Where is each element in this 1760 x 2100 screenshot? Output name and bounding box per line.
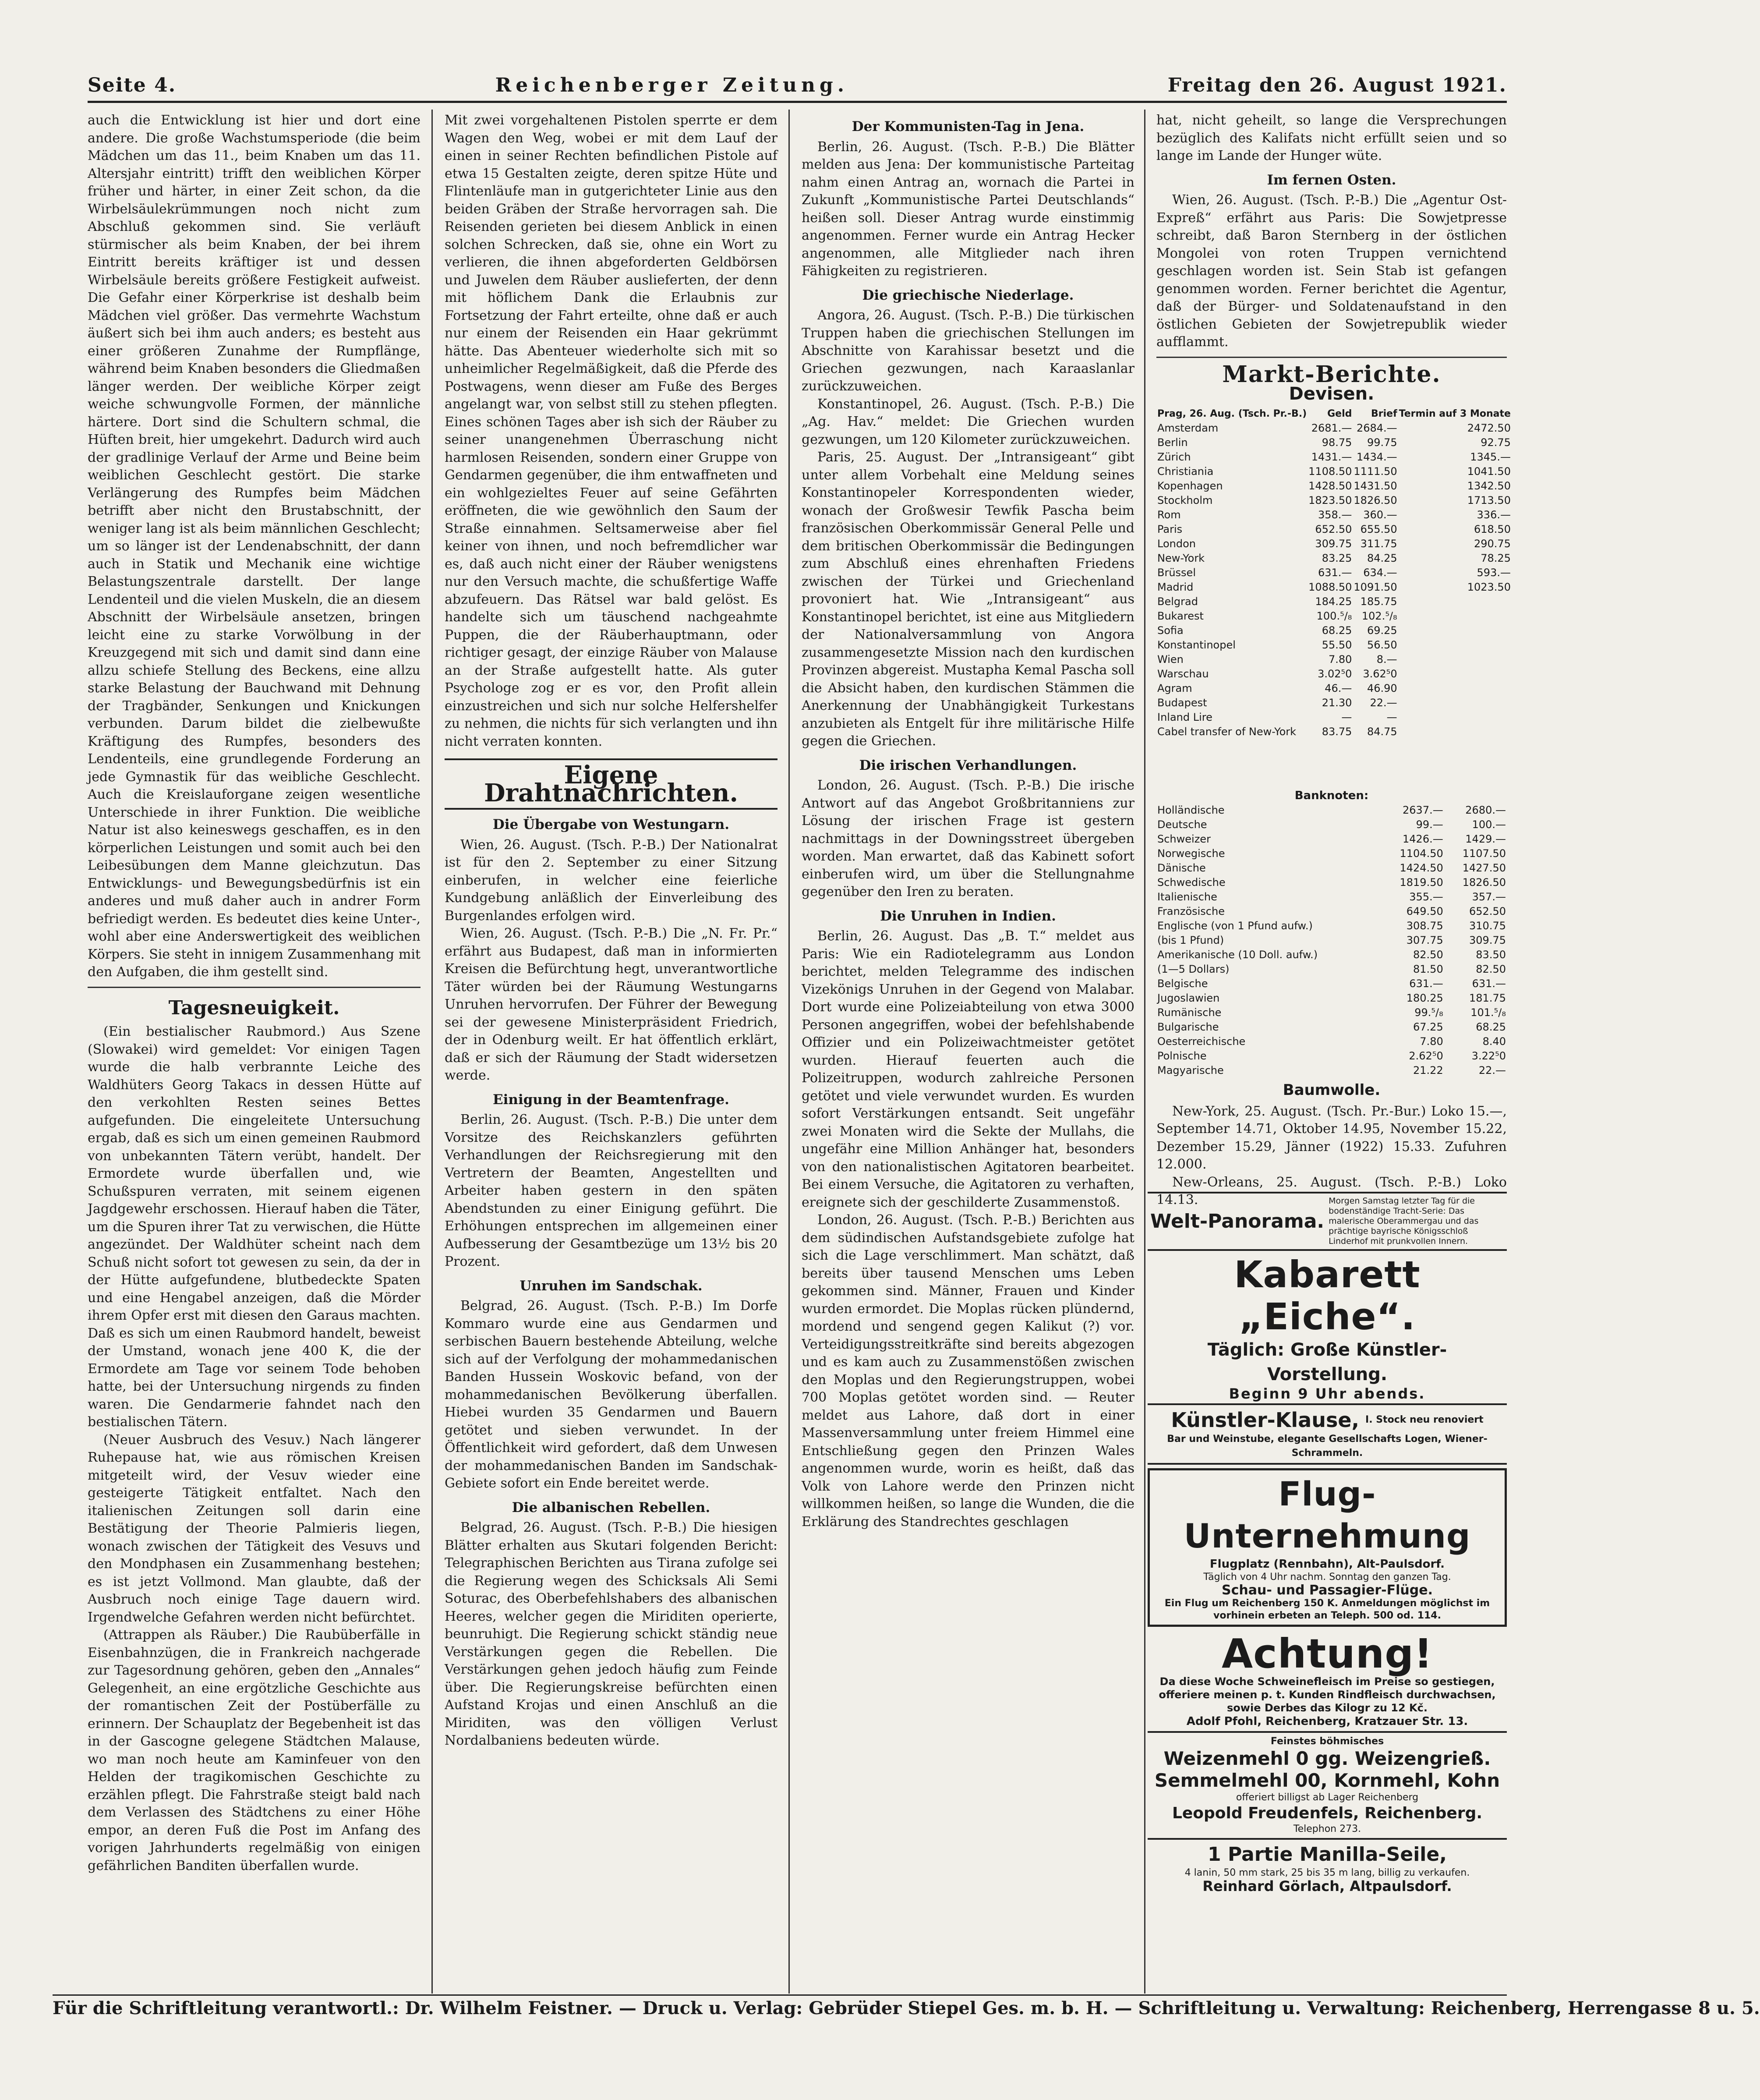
- footer-rule: [53, 1994, 1507, 1996]
- exchange-rate-row: [1156, 493, 1512, 508]
- news-item: Wien, 26. August. (Tsch. P.-B.) Der Nationalrat ist für den 2. September zu einer Sitzung einberufen, in welcher eine feierliche Kundgebung anläßlich der Einverleibung des Burgenlandes erfolgen wird.: [445, 837, 778, 924]
- ad-achtung: [1148, 1630, 1507, 1733]
- rate-value: 1091.50: [1354, 581, 1397, 593]
- rate-value: [1398, 638, 1512, 652]
- currency-name: Agram: [1157, 682, 1192, 694]
- rate-value: 1342.50: [1467, 479, 1511, 492]
- ad-product: Weizenmehl 0 gg. Weizengrieß.: [1163, 1748, 1491, 1769]
- ad-text: Morgen Samstag letzter Tag für die bodenständige Tracht-Serie: Das malerische Oberammergau und das prächtige bayrische Königsschloß Linderhof mit prunkvollen Innern.: [1329, 1196, 1479, 1246]
- banknote-value: 649.50: [1406, 905, 1443, 917]
- section-title-tagesneuigkeit: Tagesneuigkeit.: [168, 996, 340, 1019]
- currency-name: Cabel transfer of New-York: [1157, 725, 1297, 738]
- ad-product: Semmelmehl 00, Kornmehl, Kohn: [1154, 1770, 1500, 1791]
- currency-name: New-York: [1157, 552, 1205, 564]
- banknote-name: Polnische: [1157, 1050, 1207, 1062]
- rate-value: 2472.50: [1467, 421, 1511, 434]
- banknote-value: 631.—: [1409, 977, 1443, 990]
- rate-value: 69.25: [1367, 624, 1397, 637]
- exchange-rate-row: [1156, 522, 1512, 537]
- ad-kabarett-eiche: [1148, 1251, 1507, 1405]
- banknote-value: 99.⁵/₈: [1414, 1006, 1443, 1019]
- ad-side: I. Stock neu renoviert: [1365, 1414, 1484, 1425]
- column-divider: [788, 110, 790, 1994]
- exchange-rate-table: [1156, 407, 1512, 739]
- banknoten-title: Banknoten:: [1294, 789, 1369, 802]
- currency-name: Warschau: [1157, 667, 1209, 680]
- currency-name: Paris: [1157, 523, 1183, 535]
- rate-value: 84.25: [1367, 552, 1397, 564]
- banknote-row: [1156, 818, 1507, 832]
- banknote-value: 83.50: [1476, 949, 1506, 961]
- fx-header-geld: Geld: [1327, 408, 1352, 419]
- banknote-value: 82.50: [1476, 963, 1506, 975]
- cotton-title: Baumwolle.: [1283, 1081, 1381, 1099]
- column-3: [802, 112, 1134, 1987]
- rate-value: 46.—: [1325, 682, 1352, 694]
- ad-text: Feinstes böhmisches: [1270, 1736, 1384, 1747]
- banknote-row: [1156, 861, 1507, 875]
- currency-name: Madrid: [1157, 581, 1194, 593]
- exchange-rate-row: [1156, 479, 1512, 493]
- banknote-name: Dänische: [1157, 862, 1206, 874]
- currency-name: Christiania: [1157, 465, 1214, 478]
- rate-value: [1398, 652, 1512, 667]
- ad-title: Kabarett „Eiche“.: [1234, 1253, 1421, 1338]
- rate-value: 83.25: [1322, 552, 1352, 564]
- exchange-rate-row: [1156, 464, 1512, 479]
- exchange-rate-row: [1156, 667, 1512, 681]
- rate-value: 634.—: [1363, 566, 1397, 579]
- exchange-rate-row: [1156, 681, 1512, 696]
- news-item: London, 26. August. (Tsch. P.-B.) Die irische Antwort auf das Angebot Großbritanniens zur Lösung der irischen Frage ist gestern nachmittags in der Downingsstreet übergeben worden. Man erwartet, daß das Kabinett sofort einberufen wird, um über die Stellungnahme gegenüber den Iren zu beraten.: [802, 778, 1134, 899]
- fx-header-brief: Brief: [1371, 408, 1397, 419]
- rate-value: 102.⁵/₈: [1361, 609, 1397, 622]
- rate-value: 360.—: [1363, 508, 1397, 521]
- exchange-rate-row: [1156, 725, 1512, 739]
- news-headline: Die Unruhen in Indien.: [880, 908, 1056, 924]
- banknote-row: [1156, 832, 1507, 846]
- banknote-value: 67.25: [1413, 1021, 1443, 1033]
- ad-note: offeriert billigst ab Lager Reichenberg: [1236, 1792, 1419, 1803]
- banknote-value: 2680.—: [1465, 804, 1506, 816]
- news-item: Berlin, 26. August. (Tsch. P.-B.) Die Blätter melden aus Jena: Der kommunistische Parteitag nahm einen Antrag an, wornach die Partei in Zukunft „Kommunistische Partei Deutschlands“ heißen soll. Dieser Antrag wurde einstimmig angenommen. Ferner wurde ein Antrag Hecker angenommen, alle Mitglieder nach ihren Fähigkeiten zu registrieren.: [802, 139, 1134, 279]
- rate-value: 309.75: [1315, 537, 1352, 550]
- ad-company: Leopold Freudenfels, Reichenberg.: [1172, 1804, 1483, 1822]
- column-1: [88, 112, 421, 1987]
- exchange-rate-row: [1156, 450, 1512, 464]
- rate-value: 83.75: [1322, 725, 1352, 738]
- rate-value: [1398, 710, 1512, 725]
- news-item: Berlin, 26. August. Das „B. T.“ meldet aus Paris: Wie ein Radiotelegramm aus London berichtet, melden Telegramme des indischen Vizekönigs Unruhen in der Gegend von Malabar. Dort wurde eine Polizeiabteilung von etwa 3000 Personen angegriffen, wobei der befehlshabende Offizier und ein Polizeiwachtmeister getötet wurden. Hierauf feuerten auch die Polizeitruppen, wodurch zahlreiche Personen getötet und viele verwundet wurden. Es wurden sofort Verstärkungen entsandt. Seit ungefähr zwei Monaten wird die Sekte der Mullahs, die ungefähr eine Million Anhänger hat, besonders von den nationalistischen Agitatoren bearbeitet. Bei einem Versuche, die Agitatoren zu verhaften, ereignete sich der geschilderte Zusammenstoß.: [802, 928, 1134, 1210]
- banknote-row: [1156, 904, 1507, 919]
- ad-title: Achtung!: [1221, 1630, 1433, 1677]
- ad-company: Reinhard Görlach, Altpaulsdorf.: [1202, 1878, 1452, 1895]
- banknote-name: Italienische: [1157, 891, 1217, 903]
- exchange-rate-row: [1156, 710, 1512, 725]
- ad-welt-panorama: [1148, 1192, 1507, 1251]
- news-item: (Ein bestialischer Raubmord.) Aus Szene (Slowakei) wird gemeldet: Vor einigen Tagen wurde die halb verbrannte Leiche des Waldhüters Georg Takacs in dessen Hütte auf den verkohlten Resten seines Bettes aufgefunden. Die eingeleitete Untersuchung ergab, daß es sich um einen gemeinen Raubmord von unbekannten Tätern verübt, handelt. Der Ermordete wurde überfallen und, wie Schußspuren verraten, mit seinem eigenen Jagdgewehr erschossen. Hierauf haben die Täter, um die Spuren ihrer Tat zu verwischen, die Hütte angezündet. Der Waldhüter scheint nach dem Schuß nicht sofort tot gewesen zu sein, da der in der Hütte aufgefundene, blutbedeckte Spaten und eine Hengabel anzeigen, daß die Mörder ihrem Opfer erst mit diesen den Garaus machten. Daß es sich um einen Raubmord handelt, beweist der Umstand, wonach jene 400 K, die der Ermordete am Tage vor seinem Tode behoben hatte, bei der Untersuchung nirgends zu finden waren. Die Gendarmerie fahndet nach den bestialischen Tätern.: [88, 1024, 421, 1430]
- banknote-value: 181.75: [1469, 992, 1506, 1004]
- currency-name: Bukarest: [1157, 609, 1204, 622]
- banknote-row: [1156, 1020, 1507, 1034]
- news-headline: Der Kommunisten-Tag in Jena.: [852, 119, 1085, 135]
- banknote-name: (bis 1 Pfund): [1157, 934, 1224, 946]
- rate-value: 358.—: [1318, 508, 1352, 521]
- rate-value: 2684.—: [1356, 421, 1397, 434]
- news-item: Paris, 25. August. Der „Intransigeant“ gibt unter allem Vorbehalt eine Meldung seines Konstantinopeler Korrespondenten wieder, wonach der Großwesir Tewfik Pascha beim französischen Oberkommissär General Pelle und dem britischen Oberkommissär die Bedingungen zum Abschluß eines ehrenhaften Friedens zwischen der Türkei und Griechenland provoniert hat. Wie „Intransigeant“ aus Konstantinopel berichtet, ist eine aus Mitgliedern der Nationalversammlung von Angora zusammengesetzte Mission nach den kurdischen Provinzen abgereist. Mustapha Kemal Pascha soll die Absicht haben, den kurdischen Stämmen die Anerkennung der Unabhängigkeit Turkestans anzubieten als Entgelt für ihre militärische Hilfe gegen die Griechen.: [802, 450, 1134, 749]
- banknote-name: Holländische: [1157, 804, 1225, 816]
- rate-value: 1431.50: [1354, 479, 1397, 492]
- banknote-row: [1156, 846, 1507, 861]
- rate-value: 78.25: [1481, 552, 1511, 564]
- rate-value: [1398, 696, 1512, 710]
- rate-value: 1111.50: [1354, 465, 1397, 478]
- news-item: Berlin, 26. August. (Tsch. P.-B.) Die unter dem Vorsitze des Reichskanzlers geführten Verhandlungen der Reichsregierung mit den Vertretern der Beamten, Angestellten und Arbeiter haben gestern in den späten Abendstunden zu einer Einigung geführt. Die Erhöhungen entsprechen im allgemeinen einer Aufbesserung der Gesamtbezüge um 13½ bis 20 Prozent.: [445, 1112, 778, 1269]
- banknote-value: 2637.—: [1403, 804, 1443, 816]
- exchange-rate-row: [1156, 623, 1512, 638]
- exchange-rate-row: [1156, 551, 1512, 566]
- devisen-title: Devisen.: [1289, 384, 1375, 404]
- news-headline: Die griechische Niederlage.: [862, 287, 1074, 303]
- rate-value: 92.75: [1481, 436, 1511, 449]
- fx-header-place: Prag, 26. Aug. (Tsch. Pr.-B.): [1157, 408, 1307, 419]
- exchange-rate-row: [1156, 436, 1512, 450]
- news-headline: Die Übergabe von Westungarn.: [492, 817, 730, 832]
- banknote-name: Norwegische: [1157, 847, 1225, 860]
- banknote-name: Rumänische: [1157, 1006, 1222, 1019]
- fx-header-termin: Termin auf 3 Monate: [1399, 408, 1511, 419]
- news-item: Belgrad, 26. August. (Tsch. P.-B.) Die hiesigen Blätter erhalten aus Skutari folgenden Bericht: Telegraphischen Berichten aus Tirana zufolge sei die Regierung wegen des Schicksals Ali Semi Soturac, des Oberbefehlshabers des albanischen Heeres, welcher gegen die Miriditen operierte, beunruhigt. Die Regierung schickt ständig neue Verstärkungen gegen die Rebellen. Die Verstärkungen gehen jedoch häufig zum Feinde über. Die Regierungskreise befürchten einen Aufstand Krojas und einen Anschluß an die Miriditen, was den völligen Verlust Nordalbaniens bedeuten würde.: [445, 1520, 778, 1748]
- article-text: hat, nicht geheilt, so lange die Versprechungen bezüglich des Kalifats nicht erfüllt seien und so lange im Lande der Hunger wüte.: [1156, 113, 1507, 163]
- exchange-rate-row: [1156, 421, 1512, 436]
- rate-value: 655.50: [1360, 523, 1397, 535]
- banknote-name: (1—5 Dollars): [1157, 963, 1230, 975]
- rate-value: 1434.—: [1356, 450, 1397, 463]
- rate-value: [1398, 595, 1512, 609]
- exchange-table-header: [1156, 407, 1512, 421]
- ad-text: 4 lanin, 50 mm stark, 25 bis 35 m lang, billig zu verkaufen.: [1184, 1867, 1470, 1878]
- rate-value: 1041.50: [1467, 465, 1511, 478]
- currency-name: Kopenhagen: [1157, 479, 1223, 492]
- banknote-value: 1826.50: [1462, 876, 1506, 889]
- ad-mehl: [1148, 1733, 1507, 1840]
- rate-value: 3.62⁵0: [1363, 667, 1397, 680]
- rate-value: 336.—: [1477, 508, 1511, 521]
- rate-value: [1398, 667, 1512, 681]
- ad-note: Ein Flug um Reichenberg 150 K. Anmeldungen möglichst im vorhinein erbeten an Teleph. 500 od. 114.: [1164, 1598, 1490, 1621]
- rate-value: —: [1386, 711, 1397, 723]
- banknote-value: 68.25: [1476, 1021, 1506, 1033]
- banknote-value: 21.22: [1413, 1064, 1443, 1077]
- banknote-value: 2.62⁵0: [1409, 1050, 1443, 1062]
- rate-value: 8.—: [1376, 653, 1397, 666]
- banknote-row: [1156, 1063, 1507, 1078]
- banknote-value: 81.50: [1413, 963, 1443, 975]
- exchange-rate-row: [1156, 696, 1512, 710]
- banknote-value: 308.75: [1406, 920, 1443, 932]
- news-item: Wien, 26. August. (Tsch. P.-B.) Die „Agentur Ost-Expreß“ erfährt aus Paris: Die Sowjetpresse schreibt, daß Baron Sternberg in der östlichen Mongolei von roten Truppen vernichtend geschlagen worden ist. Sein Stab ist gefangen genommen worden. Ferner berichtet die Agentur, daß der Bürger- und Soldatenaufstand in den östlichen Gebieten der Sowjetrepublik wieder aufflammt.: [1156, 192, 1507, 350]
- banknote-table: [1156, 789, 1507, 1078]
- masthead-rule: [88, 101, 1507, 103]
- rate-value: 618.50: [1474, 523, 1511, 535]
- rate-value: 184.25: [1315, 595, 1352, 608]
- section-rule: [1156, 357, 1507, 358]
- ad-text: Bar und Weinstube, elegante Gesellschafts Logen, Wiener-Schrammeln.: [1167, 1434, 1488, 1459]
- news-item: Angora, 26. August. (Tsch. P.-B.) Die türkischen Truppen haben die griechischen Stellungen im Abschnitte von Karahissar besetzt und die Griechen gezwungen, nach Karaaslanlar zurückzuweichen.: [802, 308, 1134, 394]
- ad-text: Da diese Woche Schweinefleisch im Preise so gestiegen, offeriere meinen p. t. Kunden Rindfleisch durchwachsen, sowie Derbes das Kilogr zu 12 Kč.: [1159, 1675, 1496, 1714]
- rate-value: 631.—: [1318, 566, 1352, 579]
- news-headline: Die albanischen Rebellen.: [512, 1499, 710, 1516]
- ad-subtitle: Schau- und Passagier-Flüge.: [1222, 1583, 1433, 1598]
- rate-value: 2681.—: [1311, 421, 1352, 434]
- news-item: Wien, 26. August. (Tsch. P.-B.) Die „N. Fr. Pr.“ erfährt aus Budapest, daß man in informierten Kreisen die Befürchtung hegt, unverantwortliche Täter würden bei der Räumung Westungarns Unruhen hervorrufen. Der Führer der Bewegung sei der gewesene Ministerpräsident Friedrich, der in Odenburg weilt. Er hat öffentlich erklärt, daß er sich der Räumung der Stadt widersetzen werde.: [445, 926, 778, 1083]
- banknote-value: 180.25: [1406, 992, 1443, 1004]
- ad-flug-unternehmung: [1148, 1468, 1507, 1627]
- ad-phone: Telephon 273.: [1293, 1824, 1361, 1834]
- rate-value: 84.75: [1367, 725, 1397, 738]
- rate-value: 7.80: [1328, 653, 1352, 666]
- banknote-name: Magyarische: [1157, 1064, 1224, 1077]
- ad-title: Künstler-Klause,: [1171, 1408, 1360, 1432]
- currency-name: London: [1157, 537, 1196, 550]
- exchange-rate-row: [1156, 537, 1512, 551]
- rate-value: 652.50: [1315, 523, 1352, 535]
- currency-name: Budapest: [1157, 696, 1207, 709]
- currency-name: Sofia: [1157, 624, 1184, 637]
- news-headline: Unruhen im Sandschak.: [520, 1278, 703, 1294]
- newspaper-title: Reichenberger Zeitung.: [495, 74, 849, 96]
- currency-name: Berlin: [1157, 436, 1188, 449]
- exchange-rate-row: [1156, 508, 1512, 522]
- banknote-name: Jugoslawien: [1157, 992, 1220, 1004]
- banknote-value: 22.—: [1478, 1064, 1506, 1077]
- rate-value: —: [1341, 711, 1352, 723]
- ad-title: Welt-Panorama.: [1150, 1210, 1325, 1232]
- issue-date: Freitag den 26. August 1921.: [1167, 74, 1507, 96]
- masthead: [88, 66, 1507, 96]
- column-4-lower: [1156, 789, 1507, 1208]
- rate-value: 290.75: [1474, 537, 1511, 550]
- exchange-rate-row: [1156, 566, 1512, 580]
- rate-value: 56.50: [1367, 638, 1397, 651]
- currency-name: Rom: [1157, 508, 1181, 521]
- exchange-rate-row: [1156, 609, 1512, 623]
- banknote-name: Schwedische: [1157, 876, 1226, 889]
- banknote-row: [1156, 803, 1507, 818]
- rate-value: 311.75: [1360, 537, 1397, 550]
- banknote-row: [1156, 1034, 1507, 1049]
- banknote-row: [1156, 933, 1507, 948]
- currency-name: Brüssel: [1157, 566, 1196, 579]
- banknote-value: 357.—: [1472, 891, 1506, 903]
- banknote-name: Oesterreichische: [1157, 1035, 1246, 1048]
- rate-value: 1088.50: [1308, 581, 1352, 593]
- banknote-row: [1156, 919, 1507, 933]
- banknote-value: 100.—: [1472, 818, 1506, 831]
- news-item: (Neuer Ausbruch des Vesuv.) Nach längerer Ruhepause hat, wie aus römischen Kreisen mitgeteilt wird, der Vesuv wieder eine gesteigerte Tätigkeit entfaltet. Nach den italienischen Zeitungen soll darin eine Bestätigung der Theorie Palmieris liegen, wonach zwischen der Tätigkeit des Vesuvs und den Mondphasen ein Zusammenhang bestehen; es ist jetzt Vollmond. Man glaubte, daß der Ausbruch noch einige Tage dauern wird. Irgendwelche Gefahren werden nicht befürchtet.: [88, 1432, 421, 1625]
- banknote-row: [1156, 948, 1507, 962]
- banknote-name: Bulgarische: [1157, 1021, 1219, 1033]
- rate-value: 1108.50: [1308, 465, 1352, 478]
- banknote-row: [1156, 1006, 1507, 1020]
- banknote-name: Deutsche: [1157, 818, 1207, 831]
- banknote-name: Belgische: [1157, 977, 1208, 990]
- banknote-value: 1427.50: [1462, 862, 1506, 874]
- cotton-report: New-Orleans, 25. August. (Tsch. P.-B.) Loko 14.13.: [1156, 1174, 1507, 1208]
- rate-value: [1398, 609, 1512, 623]
- banknote-row: [1156, 991, 1507, 1006]
- ad-manilla-seile: [1148, 1840, 1507, 1896]
- currency-name: Stockholm: [1157, 494, 1213, 506]
- rate-value: 1823.50: [1308, 494, 1352, 506]
- banknote-value: 1424.50: [1400, 862, 1443, 874]
- banknote-value: 3.22⁵0: [1471, 1050, 1506, 1062]
- ad-place: Flugplatz (Rennbahn), Alt-Paulsdorf.: [1209, 1558, 1445, 1571]
- currency-name: Amsterdam: [1157, 421, 1219, 434]
- banknote-row: [1156, 962, 1507, 977]
- column-2: [445, 112, 778, 1987]
- banknote-value: 1429.—: [1465, 833, 1506, 845]
- currency-name: Belgrad: [1157, 595, 1198, 608]
- rate-value: 185.75: [1360, 595, 1397, 608]
- ad-time: Beginn 9 Uhr abends.: [1229, 1385, 1426, 1402]
- rate-value: 1023.50: [1467, 581, 1511, 593]
- ad-times: Täglich von 4 Uhr nachm. Sonntag den ganzen Tag.: [1203, 1572, 1451, 1583]
- banknote-value: 310.75: [1469, 920, 1506, 932]
- news-headline: Im fernen Osten.: [1267, 172, 1396, 188]
- exchange-rate-row: [1156, 638, 1512, 652]
- section-title-drahtnachrichten: Eigene Drahtnachrichten.: [445, 758, 778, 810]
- banknote-value: 1426.—: [1403, 833, 1443, 845]
- rate-value: 22.—: [1370, 696, 1397, 709]
- banknote-value: 1107.50: [1462, 847, 1506, 860]
- rate-value: 99.75: [1367, 436, 1397, 449]
- banknote-name: Amerikanische (10 Doll. aufw.): [1157, 949, 1318, 961]
- rate-value: 1431.—: [1311, 450, 1352, 463]
- banknote-row: [1156, 875, 1507, 890]
- banknote-value: 99.—: [1416, 818, 1443, 831]
- banknote-value: 7.80: [1420, 1035, 1443, 1048]
- banknote-value: 8.40: [1482, 1035, 1506, 1048]
- rate-value: 100.⁵/₈: [1316, 609, 1352, 622]
- news-item: Konstantinopel, 26. August. (Tsch. P.-B.) Die „Ag. Hav.“ meldet: Die Griechen wurden gezwungen, um 120 Kilometer zurückzuweichen.: [802, 396, 1134, 447]
- banknote-value: 309.75: [1469, 934, 1506, 946]
- exchange-rate-row: [1156, 652, 1512, 667]
- imprint-footer: Für die Schriftleitung verantwortl.: Dr. Wilhelm Feistner. — Druck u. Verlag: Gebrüder Stiepel Ges. m. b. H. — Schriftleitung u. Verwaltung: Reichenberg, Herrengasse 8 u. 5.: [53, 1998, 1760, 2019]
- rate-value: [1398, 623, 1512, 638]
- banknote-value: 652.50: [1469, 905, 1506, 917]
- banknote-value: 631.—: [1472, 977, 1506, 990]
- ad-kuenstler-klause: [1148, 1405, 1507, 1465]
- currency-name: Inland Lire: [1157, 711, 1212, 723]
- rate-value: 21.30: [1322, 696, 1352, 709]
- ad-address: Adolf Pfohl, Reichenberg, Kratzauer Str. 13.: [1186, 1715, 1468, 1728]
- banknote-name: Schweizer: [1157, 833, 1211, 845]
- exchange-rate-row: [1156, 595, 1512, 609]
- rate-value: 98.75: [1322, 436, 1352, 449]
- banknote-value: 355.—: [1409, 891, 1443, 903]
- banknote-row: [1156, 1049, 1507, 1063]
- banknote-name: Englische (von 1 Pfund aufw.): [1157, 920, 1313, 932]
- cotton-report: New-York, 25. August. (Tsch. Pr.-Bur.) Loko 15.—, September 14.71, Oktober 14.95, November 15.22, Dezember 15.29, Jänner (1922) 15.33. Zufuhren 12.000.: [1156, 1103, 1507, 1172]
- news-item: London, 26. August. (Tsch. P.-B.) Berichten aus dem südindischen Aufstandsgebiete zufolge hat sich die Lage verschlimmert. Man schätzt, daß bereits über tausend Menschen ums Leben gekommen sind. Männer, Frauen und Kinder wurden ermordet. Die Moplas rücken plündernd, mordend und sengend gegen Kalikut (?) vor. Verteidigungsstreitkräfte sind bereits abgezogen und es kam auch zu Zusammenstößen zwischen den Moplas und den Regierungstruppen, wobei 700 Moplas getötet worden sind. — Reuter meldet aus Lahore, daß dort in einer Massenversammlung unter freiem Himmel eine Entschließung gegen den Prinzen Wales angenommen wurde, worin es heißt, daß das Volk von Lahore werde den Prinzen nicht willkommen heißen, so lange die Wunden, die die Erklärung des Standrechtes geschlagen: [802, 1212, 1134, 1530]
- exchange-rate-row: [1156, 580, 1512, 595]
- banknote-value: 82.50: [1413, 949, 1443, 961]
- rate-value: 1826.50: [1354, 494, 1397, 506]
- ad-subtitle: Täglich: Große Künstler-Vorstellung.: [1207, 1340, 1447, 1385]
- banknote-value: 1819.50: [1400, 876, 1443, 889]
- ad-title: Flug-Unternehmung: [1184, 1474, 1471, 1555]
- rate-value: 1713.50: [1467, 494, 1511, 506]
- news-item: Belgrad, 26. August. (Tsch. P.-B.) Im Dorfe Kommaro wurde eine aus Gendarmen und serbischen Bauern bestehende Abteilung, welche sich auf der Verfolgung der mohammedanischen Banden Hussein Woskovic befand, von der mohammedanischen Bevölkerung überfallen. Hiebei wurden 35 Gendarmen und Bauern getötet und sieben verwundet. In der Öffentlichkeit wird gefordert, daß dem Unwesen der mohammedanischen Banden im Sandschak-Gebiete sofort ein Ende bereitet werde.: [445, 1298, 778, 1491]
- rate-value: 1428.50: [1308, 479, 1352, 492]
- advertisements: [1148, 1192, 1507, 1989]
- banknote-title-row: [1156, 789, 1507, 803]
- rate-value: 55.50: [1322, 638, 1352, 651]
- news-headline: Einigung in der Beamtenfrage.: [493, 1091, 729, 1108]
- market-report-title: Markt-Berichte.: [1222, 361, 1441, 388]
- page-number: Seite 4.: [88, 74, 177, 96]
- article-text: Mit zwei vorgehaltenen Pistolen sperrte er dem Wagen den Weg, wobei er mit dem Lauf der einen in seiner Rechten befindlichen Pistole auf etwa 15 Gestalten zeigte, deren spitze Hüte und Flintenläufe man in gutgerichteter Linie aus den beiden Gräben der Straße hervorragen sah. Die Reisenden gerieten bei diesem Anblick in einen solchen Schrecken, daß sie, ohne ein Wort zu verlieren, die ihnen abgeforderten Geldbörsen und Juwelen dem Räuber auslieferten, der denn mit höflichem Dank die Erlaubnis zur Fortsetzung der Fahrt erteilte, ohne daß er auch nur einem der Reisenden ein Haar gekrümmt hätte. Das Abenteuer wiederholte sich mit so unheimlicher Regelmäßigkeit, daß die Pferde des Postwagens, wenn dieser am Fuße des Berges angelangt war, von selbst still zu stehen pflegten. Eines schönen Tages aber ish sich der Räuber zu seiner unangenehmen Überraschung nicht harmlosen Reisenden, sondern einer Gruppe von Gendarmen gegenüber, die ihm entwaffneten und ein wohlgezieltes Feuer auf seine Gefährten eröffneten, die wie gewöhnlich den Saum der Straße einnahmen. Seltsamerweise aber fiel keiner von ihnen, und noch befremdlicher war es, daß auch nicht einer der Räuber wenigstens nur den Versuch machte, die schußfertige Waffe abzufeuern. Das Rätsel war bald gelöst. Es handelte sich um täuschend nachgeahmte Puppen, die der Räuberhauptmann, oder richtiger gesagt, der einzige Räuber von Malause an der Straße aufgestellt hatte. Als guter Psychologe zog er es vor, den Profit allein einzustreichen und sich nur solche Helfershelfer zu nehmen, die nichts für sich verlangten und ihn nicht verraten konnten.: [445, 113, 778, 749]
- banknote-value: 101.⁵/₈: [1470, 1006, 1506, 1019]
- banknote-value: 1104.50: [1400, 847, 1443, 860]
- section-rule: [88, 987, 421, 988]
- rate-value: 3.02⁵0: [1318, 667, 1352, 680]
- banknote-name: Französische: [1157, 905, 1225, 917]
- rate-value: 593.—: [1477, 566, 1511, 579]
- column-divider: [431, 110, 433, 1994]
- news-item: (Attrappen als Räuber.) Die Raubüberfälle in Eisenbahnzügen, die in Frankreich nachgerade zur Tagesordnung gehören, geben den „Annales“ Gelegenheit, an eine ergötzliche Geschichte aus der romantischen Zeit der Postüberfälle zu erinnern. Der Schauplatz der Begebenheit ist das in der Gascogne gelegene Städtchen Malause, wo man noch heute am Kaminfeuer von den Helden der tragikomischen Geschichte zu erzählen pflegt. Die Fahrstraße steigt bald nach dem Verlassen des Städtchens zu einer Höhe empor, an deren Fuß die Post im Anfang des vorigen Jahrhunderts regelmäßig von einigen gefährlichen Banditen überfallen wurde.: [88, 1627, 421, 1873]
- banknote-row: [1156, 890, 1507, 904]
- currency-name: Zürich: [1157, 450, 1191, 463]
- news-headline: Die irischen Verhandlungen.: [859, 757, 1077, 773]
- column-divider: [1144, 110, 1145, 1994]
- article-text: auch die Entwicklung ist hier und dort eine andere. Die große Wachstumsperiode (die beim Mädchen um das 11., beim Knaben um das 11. Altersjahr eintritt) trifft den weiblichen Körper früher und härter, in einer Zeit schon, da die Wirbelsäulekrümmungen noch nicht zum Abschluß gekommen sind. Sie verläuft stürmischer als beim Knaben, der bei ihrem Eintritt bereits kräftiger ist und dessen Wirbelsäule bereits größere Festigkeit aufweist. Die Gefahr einer Körperkrise ist deshalb beim Mädchen viel größer. Das vermehrte Wachstum äußert sich bei ihm auch anders; es besteht aus einer größeren Zunahme der Rumpflänge, während beim Knaben besonders die Gliedmaßen länger werden. Der weibliche Körper zeigt weiche schwungvolle Formen, der männliche härtere. Dort sind die Schultern schmal, die Hüften breit, hier umgekehrt. Dadurch wird auch der gradlinige Verlauf der Arme und Beine beim weiblichen Geschlecht gestört. Die starke Verlängerung des Rumpfes beim Mädchen betrifft aber nicht den Brustabschnitt, der weniger lang ist als beim männlichen Geschlecht; um so länger ist der Lendenabschnitt, der dann auch in Statik und Mechanik eine wichtige Belastungszentrale darstellt. Der lange Lendenteil und die vielen Muskeln, die an diesem Abschnitt der Wirbelsäule ansetzen, bringen leicht eine zu starke Vorwölbung in der Kreuzgegend mit sich und damit sind dann eine allzu schiefe Stellung des Beckens, eine allzu starke Belastung der Bauchwand mit Dehnung der Tragbänder, Senkungen und Knickungen verbunden. Darum bildet die zielbewußte Kräftigung des Rumpfes, besonders des Lendenteils, eine grundlegende Forderung an jede Gymnastik für das weibliche Geschlecht. Auch die Kreislauforgane zeigen wesentliche Unterschiede in ihrer Funktion. Die weibliche Natur ist also keineswegs geschaffen, es in den körperlichen Leistungen und somit auch bei den Leibesübungen dem Manne gleichzutun. Das Entwicklungs- und Bewegungsbedürfnis ist ein anderes und muß daher auch in andrer Form befriedigt werden. Es bedeutet dies keine Unter-, wohl aber eine Anderswertigkeit des weiblichen Körpers. Sie steht in innigem Zusammenhang mit den Aufgaben, die ihm gestellt sind.: [88, 113, 421, 980]
- banknote-row: [1156, 977, 1507, 991]
- ad-title: 1 Partie Manilla-Seile,: [1208, 1843, 1447, 1866]
- currency-name: Wien: [1157, 653, 1184, 666]
- rate-value: 68.25: [1322, 624, 1352, 637]
- rate-value: [1398, 725, 1512, 739]
- rate-value: 1345.—: [1470, 450, 1511, 463]
- rate-value: [1398, 681, 1512, 696]
- banknote-value: 307.75: [1406, 934, 1443, 946]
- currency-name: Konstantinopel: [1157, 638, 1236, 651]
- rate-value: 46.90: [1367, 682, 1397, 694]
